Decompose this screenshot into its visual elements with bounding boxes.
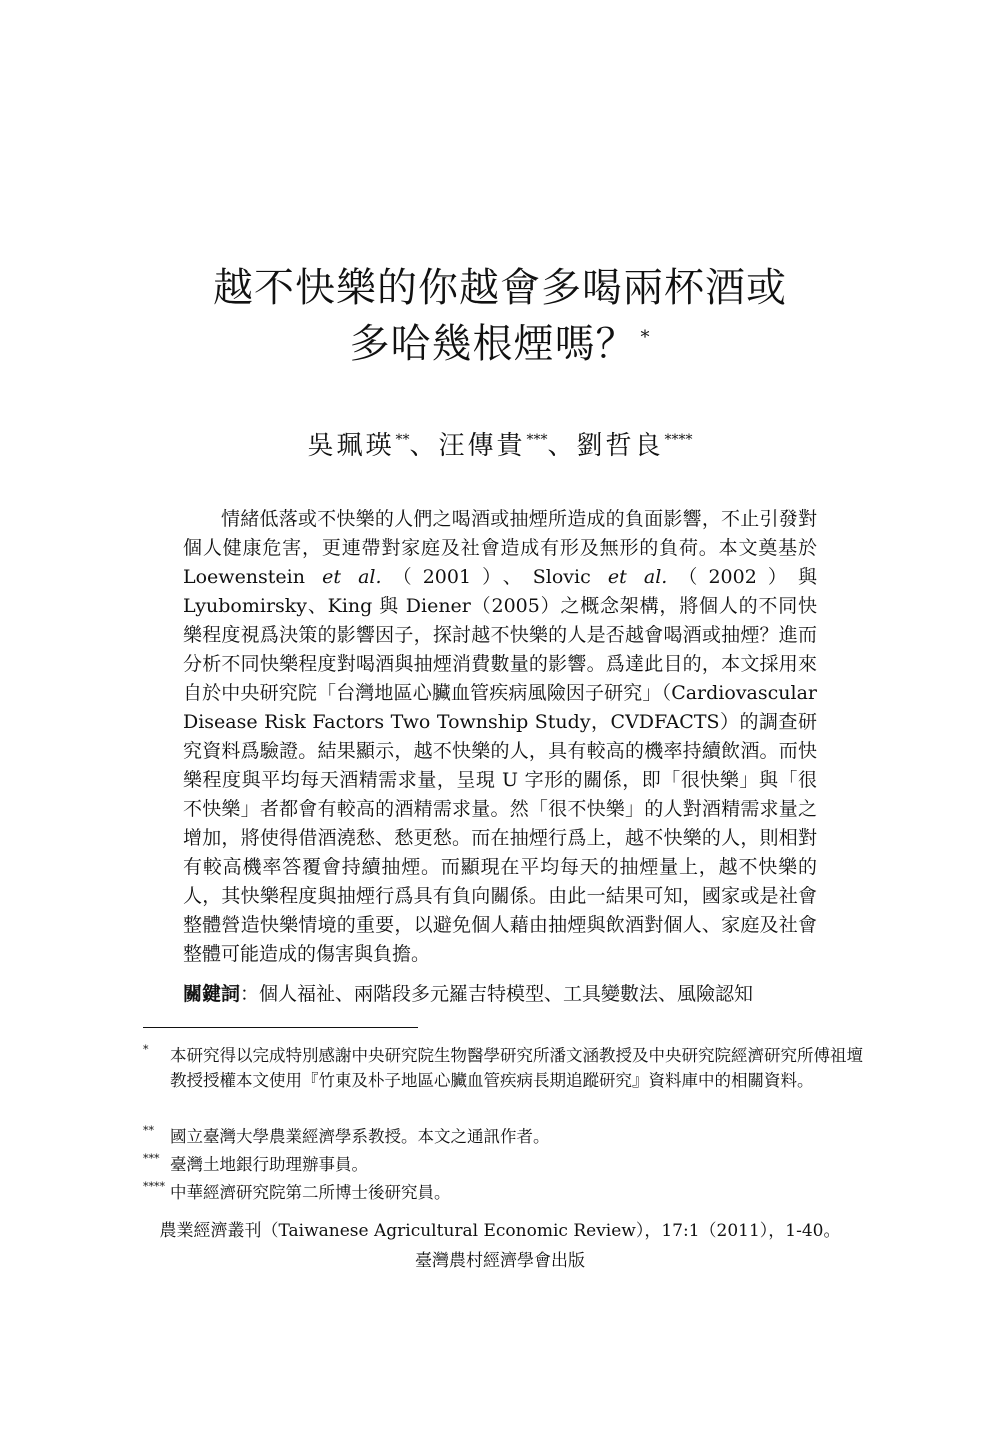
journal-publisher: 臺灣農村經濟學會出版 <box>415 1251 585 1271</box>
paper-title-line-2-text: 多哈幾根煙嗎？ <box>349 321 637 367</box>
author-mark-1: ** <box>395 432 410 449</box>
journal-citation: 農業經濟叢刊（Taiwanese Agricultural Economic Review），17:1（2011），1-40。 <box>159 1221 841 1241</box>
paper-title-line-2 <box>0 318 1000 370</box>
author-separator-2: 、 <box>547 431 577 461</box>
abstract-part-3: （2002）與 Lyubomirsky、King 與 Diener（2005）之概念架構，將個人的不同快樂程度視爲決策的影響因子，探討越不快樂的人是否越會喝酒或抽煙？進而分析不同快樂程度對喝酒與抽煙消費數量的影響。爲達此目的，本文採用來自於中央研究院「台灣地區心臟血管疾病風險因子研究」（Cardiovascular Disease Risk Factors Two Township Study，CVDFACTS）的調查研究資料爲驗證。結果顯示，越不快樂的人，具有較高的機率持續飲酒。而快樂程度與平均每天酒精需求量，呈現 U 字形的關係，即「很快樂」與「很不快樂」者都會有較高的酒精需求量。然「很不快樂」的人對酒精需求量之增加，將使得借酒澆愁、愁更愁。而在抽煙行爲上，越不快樂的人，則相對有較高機率答覆會持續抽煙。而顯現在平均每天的抽煙量上，越不快樂的人，其快樂程度與抽煙行爲具有負向關係。由此一結果可知，國家或是社會整體營造快樂情境的重要，以避免個人藉由抽煙與飲酒對個人、家庭及社會整體可能造成的傷害與負擔。 <box>183 566 817 965</box>
footnote-divider <box>143 1027 418 1028</box>
footnote-4-mark: **** <box>143 1180 165 1193</box>
footnote-3-mark: *** <box>143 1152 160 1165</box>
author-list <box>0 425 1000 462</box>
author-name-2: 汪傳貴 <box>438 431 526 461</box>
footnote-1-text: 本研究得以完成特別感謝中央研究院生物醫學研究所潘文涵教授及中央研究院經濟研究所傅祖壇教授授權本文使用『竹東及朴子地區心臟血管疾病長期追蹤研究』資料庫中的相關資料。 <box>170 1046 863 1090</box>
footnote-2-text: 國立臺灣大學農業經濟學系教授。本文之通訊作者。 <box>170 1127 550 1146</box>
footnote-2 <box>143 1124 873 1149</box>
keywords-text: 個人福祉、兩階段多元羅吉特模型、工具變數法、風險認知 <box>259 983 754 1005</box>
author-name-1: 吳珮瑛 <box>307 431 395 461</box>
author-mark-3: **** <box>664 432 693 449</box>
footnote-3 <box>143 1152 873 1177</box>
footnote-4 <box>143 1180 873 1205</box>
abstract-etal-1: et al. <box>322 566 382 588</box>
author-name-3: 劉哲良 <box>576 431 664 461</box>
title-footnote-mark: * <box>640 326 651 348</box>
author-separator-1: 、 <box>409 431 439 461</box>
abstract-paragraph <box>183 505 817 969</box>
abstract-etal-2: et al. <box>607 566 668 588</box>
paper-title-line-1: 越不快樂的你越會多喝兩杯酒或 <box>213 265 787 311</box>
footnote-4-text: 中華經濟研究院第二所博士後研究員。 <box>170 1183 451 1202</box>
footnote-3-text: 臺灣土地銀行助理辦事員。 <box>170 1155 368 1174</box>
footnote-1 <box>143 1043 873 1093</box>
abstract-part-2: （2001）、Slovic <box>381 566 608 588</box>
author-mark-2: *** <box>526 432 548 449</box>
keywords-colon: ： <box>240 983 260 1005</box>
footnote-2-mark: ** <box>143 1124 154 1137</box>
keywords-label: 關鍵詞 <box>183 983 241 1005</box>
keywords <box>183 980 823 1009</box>
abstract-part-1: 情緒低落或不快樂的人們之喝酒或抽煙所造成的負面影響，不止引發對個人健康危害，更連帶對家庭及社會造成有形及無形的負荷。本文奠基於 Loewenstein <box>183 508 817 588</box>
footnote-1-mark: * <box>143 1043 149 1056</box>
